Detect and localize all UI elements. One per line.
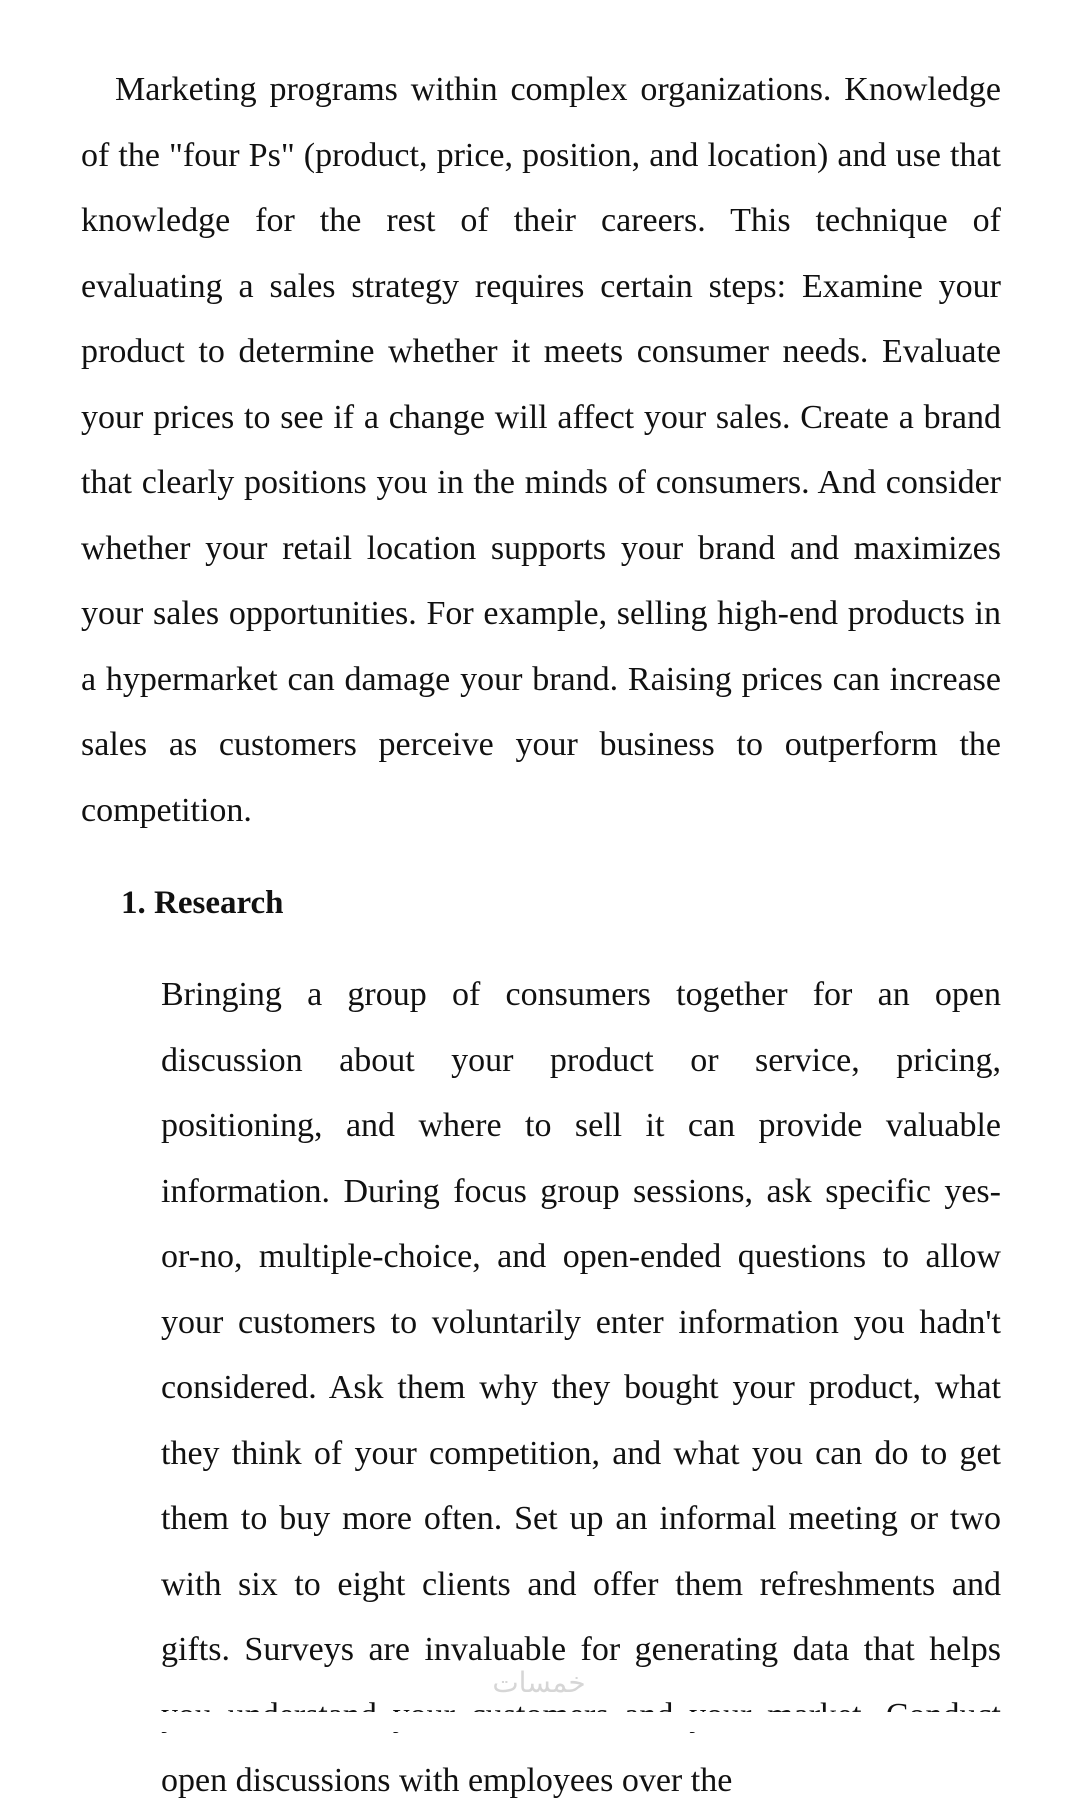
page-bottom-edge bbox=[0, 1712, 1080, 1732]
watermark-logo bbox=[474, 1660, 604, 1704]
section-heading: 1. Research bbox=[121, 885, 284, 921]
section-body-paragraph: Bringing a group of consumers together for an open discussion about your product or service, pricing, positioning, and where to sell it can provide valuable information. During focus group sessions, ask specific yes-or-no, multiple-choice, and open-ended questions to allow your customers to voluntarily enter information you hadn't considered. Ask them why they bought your product, what they think of your competition, and what you can do to get them to buy more often. Set up an informal meeting or two with six to eight clients and offer them refreshments and gifts. Surveys are invaluable for generating data that helps open discussions with employees over the bbox=[161, 976, 1001, 1799]
intro-paragraph: Marketing programs within complex organizations. Knowledge of the "four Ps" (product, price, position, and location) and use that knowledge for the rest of their careers. This technique of evaluating a sales strategy requires certain steps: Examine your product to determine whether it meets consumer needs. Evaluate your prices to see if a change will affect your sales. Create a brand that clearly positions you in the minds of consumers. And consider whether your retail location supports your brand and maximizes your sales opportunities. For example, selling high-end products in a hypermarket can damage your brand. Raising prices can increase sales as customers perceive your business to outperform the competition. bbox=[81, 71, 1001, 829]
watermark-text-image: خمسات bbox=[492, 1666, 586, 1699]
